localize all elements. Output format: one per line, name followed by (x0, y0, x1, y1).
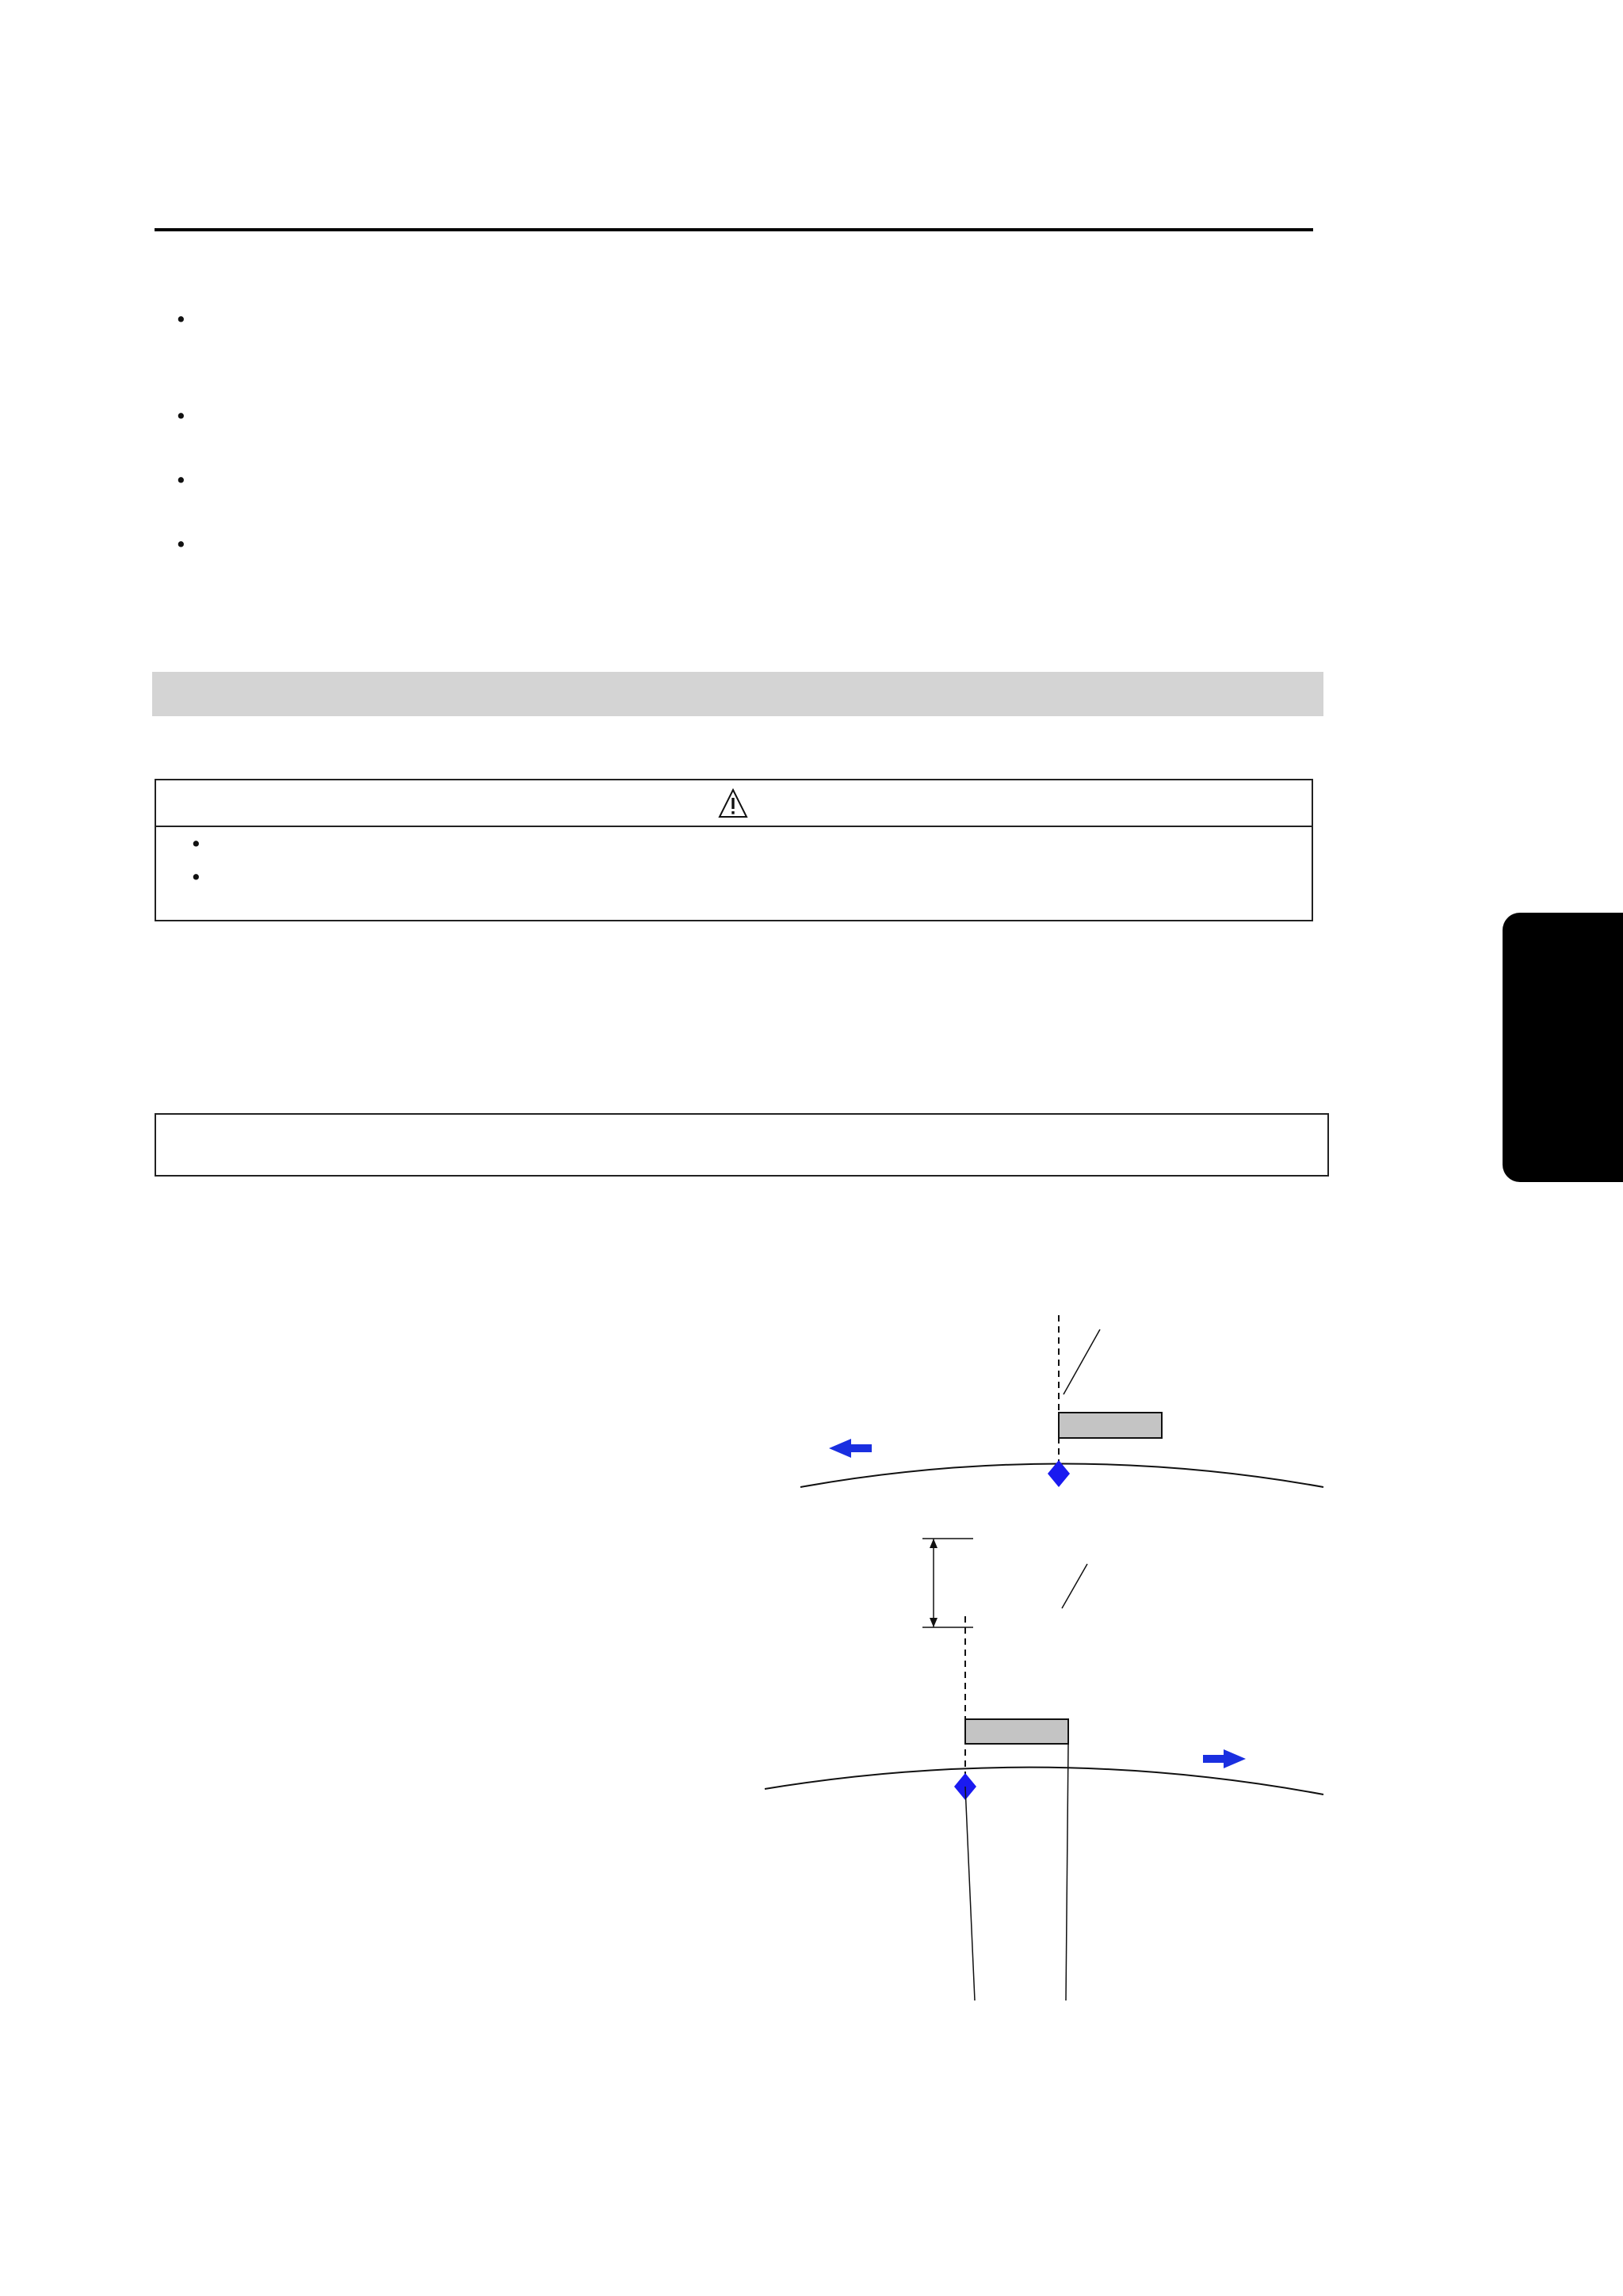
pulse-timing-diagram (737, 1276, 1331, 2012)
radial-line-1 (965, 1787, 975, 2000)
section-heading-bar (152, 672, 1323, 716)
spindle-arc-bottom (765, 1768, 1323, 1794)
dim-arrow-up-icon (930, 1539, 938, 1548)
forward-arrow-icon (829, 1439, 872, 1458)
conditions-box (155, 1113, 1329, 1177)
dim-arrow-down-icon (930, 1618, 938, 1627)
z-pulse-top (1059, 1413, 1162, 1438)
caution-header (156, 788, 1312, 822)
radial-line-2 (1066, 1744, 1068, 2000)
caution-box (155, 779, 1313, 921)
rising-edge-pointer (1064, 1329, 1100, 1394)
rising-edge-pointer (1062, 1564, 1087, 1608)
header-rule (155, 228, 1313, 231)
caution-divider (156, 826, 1312, 827)
z-pulse-bottom (965, 1719, 1068, 1744)
side-tab (1503, 913, 1623, 1182)
reverse-arrow-icon (1203, 1749, 1246, 1768)
warning-icon (718, 788, 748, 818)
